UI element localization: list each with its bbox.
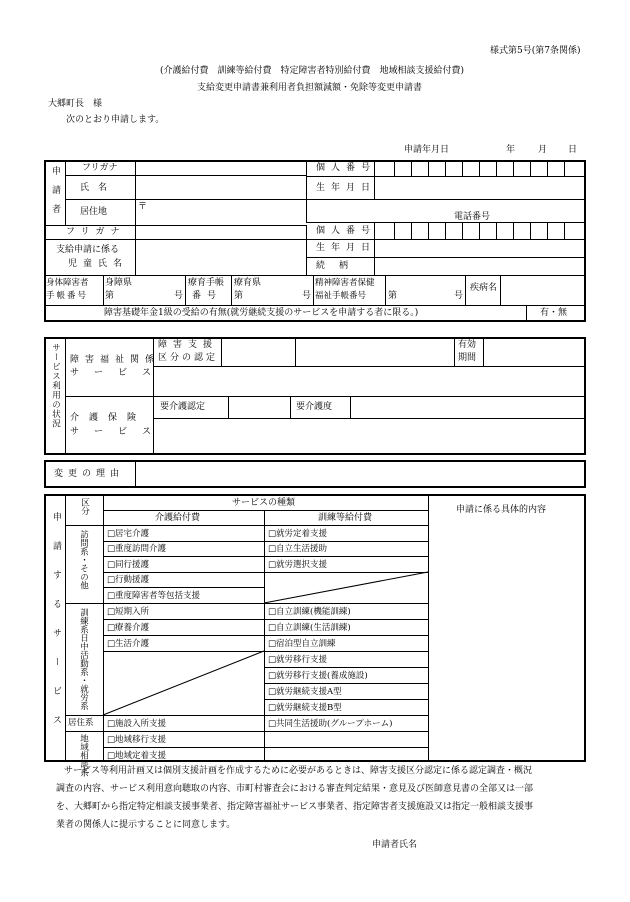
- service-seikatsu-kaigo[interactable]: □生活介護: [107, 639, 150, 649]
- consent-line2: 調査の内容、サービス利用意向聴取の内容、市町村審査会における審査判定結果・意見及び医師意見書の全部又は一部: [56, 784, 534, 794]
- category-visit: 訪問系・その他: [78, 530, 89, 590]
- consent-line3: を、大郷町から指定特定相談支援事業者、指定障害福祉サービス事業者、指定障害者支援施設又は指定一般相談支援事: [56, 802, 534, 812]
- child-furigana-label: フリガナ: [66, 227, 126, 237]
- support-class-label1: 障害支援: [158, 340, 219, 350]
- mental-handbook-label1: 精神障害者保健: [315, 278, 375, 288]
- applicant-section-label: 申請者: [50, 166, 60, 223]
- child-label-line2: 児童氏名: [68, 259, 129, 269]
- service-ryoyo-kaigo[interactable]: □療養介護: [107, 623, 150, 633]
- care-cert-label: 要介護認定: [160, 402, 206, 412]
- service-shukuhaku-jiritsu[interactable]: □宿泊型自立訓練: [268, 639, 336, 649]
- phone-label: 電話番号: [454, 212, 491, 222]
- signer-name-field[interactable]: [420, 836, 580, 852]
- service-kind-header: サービスの種類: [232, 498, 296, 508]
- service-chiiki-teichaku[interactable]: □地域定着支援: [107, 751, 167, 761]
- kubun-header: 区分: [79, 498, 90, 515]
- service-jiritsu-kino[interactable]: □自立訓練(機能訓練): [268, 607, 351, 617]
- care-insurance-label1: 介護保険: [70, 413, 147, 423]
- physical-handbook-label2: 手帳番号: [46, 291, 89, 301]
- applicant-furigana-label: フリガナ: [82, 163, 118, 173]
- consent-line4: 業者の関係人に提示することに同意します。: [56, 820, 236, 830]
- care-insurance-label2: サービス: [70, 427, 167, 437]
- valid-period-label1: 有効: [458, 340, 477, 350]
- form-number: 様式第5号(第7条関係): [490, 46, 581, 56]
- ryoiku-label1: 療育手帳: [188, 278, 225, 288]
- date-day: 日: [568, 145, 578, 155]
- child-dob-label: 生年月日: [316, 243, 377, 253]
- service-detail-field[interactable]: [430, 526, 584, 760]
- intro-text: 次のとおり申請します。: [66, 115, 165, 125]
- service-jiritsu-seikatsu-enjo[interactable]: □自立生活援助: [268, 544, 328, 554]
- mental-go: 号: [454, 291, 464, 301]
- form-title: 支給変更申請書兼利用者負担額減額・免除等変更申請書: [197, 83, 423, 93]
- detail-header: 申請に係る具体的内容: [456, 505, 547, 515]
- applicant-dob-label: 生年月日: [316, 183, 377, 193]
- service-shuro-keizoku-b[interactable]: □就労継続支援B型: [268, 703, 342, 713]
- category-community: 地域相談系: [78, 734, 89, 777]
- addressee: 大郷町長 様: [48, 99, 103, 109]
- date-month: 月: [538, 145, 548, 155]
- service-shuro-teichaku[interactable]: □就労定着支援: [268, 529, 328, 539]
- service-chiiki-iko[interactable]: □地域移行支援: [107, 735, 167, 745]
- category-residential: 居住系: [68, 718, 94, 728]
- service-shuro-iko-yosei[interactable]: □就労移行支援(養成施設): [268, 671, 368, 681]
- applicant-address-label: 居住地: [80, 207, 108, 217]
- kaigo-header: 介護給付費: [155, 513, 201, 523]
- physical-pref-label: 身障県: [105, 278, 133, 288]
- support-class-label2: 区分の認定: [158, 353, 219, 363]
- kunren-header: 訓練等給付費: [318, 513, 373, 523]
- valid-period-label2: 期間: [458, 353, 477, 363]
- category-training: 訓練系日中活動系・就労系: [78, 608, 89, 710]
- form-title-services: (介護給付費 訓練等給付費 特定障害者特別給付費 地域相談支援給付費): [160, 66, 465, 76]
- pension-question: 障害基礎年金1級の受給の有無(就労継続支援のサービスを申請する者に限る。): [104, 308, 419, 318]
- usage-section-label: サービス利用の状況: [50, 343, 61, 429]
- ryoiku-label2: 番号: [192, 291, 223, 301]
- service-shisetsu-nyusho[interactable]: □施設入所支援: [107, 719, 167, 729]
- mental-handbook-label2: 福祉手帳番号: [315, 291, 367, 301]
- disease-label: 疾病名: [470, 283, 498, 293]
- service-shuro-sentaku[interactable]: □就労選択支援: [268, 560, 328, 570]
- child-id-label: 個人番号: [316, 226, 377, 236]
- service-shuro-keizoku-a[interactable]: □就労継続支援A型: [268, 687, 342, 697]
- welfare-service-label1: 障害福祉関係: [70, 355, 161, 365]
- care-level-label: 要介護度: [296, 402, 333, 412]
- applicant-id-label: 個人番号: [316, 163, 377, 173]
- ryoiku-pref-label: 療育県: [234, 278, 262, 288]
- service-doko-engo[interactable]: □同行援護: [107, 560, 150, 570]
- physical-dai: 第: [105, 291, 115, 301]
- applicant-name-label: 氏 名: [80, 183, 108, 193]
- physical-handbook-label1: 身体障害者: [46, 278, 89, 288]
- services-section-label: 申請するサービス: [51, 512, 61, 744]
- date-year: 年: [506, 145, 516, 155]
- welfare-service-label2: サービス: [70, 368, 167, 378]
- consent-line1: サービス等利用計画又は個別支援計画を作成するために必要があるときは、障害支援区分認定に係る認定調査・概況: [64, 766, 533, 776]
- child-relation-label: 続柄: [316, 261, 363, 271]
- application-date-label: 申請年月日: [404, 145, 450, 155]
- postal-mark: 〒: [138, 202, 148, 212]
- ryoiku-dai: 第: [234, 291, 244, 301]
- service-judo-homon-kaigo[interactable]: □重度訪問介護: [107, 544, 167, 554]
- service-shuro-iko[interactable]: □就労移行支援: [268, 655, 328, 665]
- pension-answer[interactable]: 有・無: [540, 308, 568, 318]
- service-tanki-nyusho[interactable]: □短期入所: [107, 607, 150, 617]
- service-judo-hokatsu[interactable]: □重度障害者等包括支援: [107, 591, 201, 601]
- mental-dai: 第: [388, 291, 398, 301]
- change-reason-label: 変更の理由: [54, 469, 125, 479]
- service-kodo-engo[interactable]: □行動援護: [107, 575, 150, 585]
- service-group-home[interactable]: □共同生活援助(グループホーム): [268, 719, 393, 729]
- service-jiritsu-seikatsu[interactable]: □自立訓練(生活訓練): [268, 623, 351, 633]
- service-kyotaku-kaigo[interactable]: □居宅介護: [107, 529, 150, 539]
- signer-name-label: 申請者氏名: [372, 840, 418, 850]
- physical-go: 号: [174, 291, 184, 301]
- ryoiku-go: 号: [302, 291, 312, 301]
- child-label-line1: 支給申請に係る: [56, 245, 120, 255]
